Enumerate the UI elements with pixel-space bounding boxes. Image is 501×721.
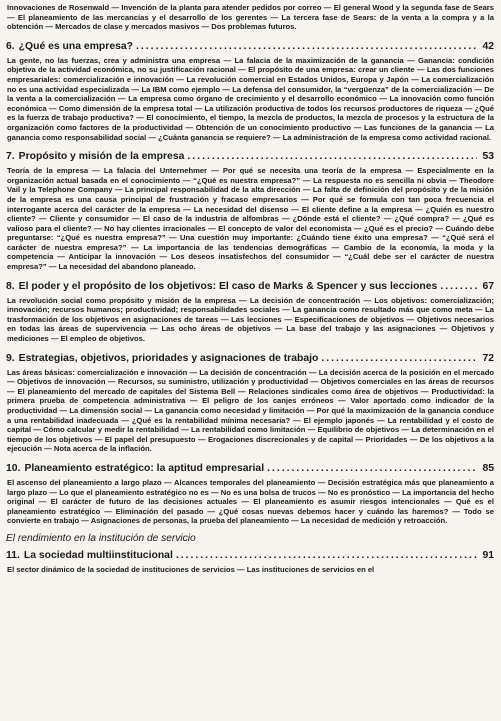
dot-leader bbox=[176, 549, 477, 562]
dot-leader bbox=[440, 280, 477, 293]
chapter-heading bbox=[6, 150, 494, 163]
dot-leader bbox=[136, 40, 477, 53]
chapter-heading bbox=[6, 462, 494, 475]
chapter-10 bbox=[6, 462, 494, 526]
chapter-page-number: 85 bbox=[482, 462, 494, 474]
chapter-page-number: 91 bbox=[482, 549, 494, 561]
chapter-summary: Teoría de la empresa — La falacia del Unternehmer — Por qué se necesita una teoría de la empresa — Especialmente en la organización actual basada en el conocimiento — “¿Qué es nuestra empresa?” — La respuesta no es sencilla ni obvia — Theodore Vail y la Telephone Company — La principal responsabilidad de la alta dirección — La falta de definición del propósito y de la misión de la empresa es una causa principal de frustración y fracaso empresarios — Por qué se formula con tan poca frecuencia el interrogante acerca del carácter de la empresa — La necesidad del disenso — El cliente define a la empresa — ¿Quién es nuestro cliente? — Cliente y consumidor — El caso de la industria de alfombras — ¿Dónde está el cliente? — ¿Qué compra? — ¿Qué es valioso para el cliente? — No hay clientes irracionales — El concepto de valor del economista — ¿Qué es el precio? — Cuándo debe preguntarse: “¿Qué es nuestra empresa?” — Una cuestión muy importante: ¿Cuándo tiene éxito una empresa? — “¿Qué será el carácter de nuestra empresa?” — La importancia de las tendencias demográficas — Cambio de la economía, la moda y la competencia — Anticipar la innovación — Los deseos insatisfechos del consumidor — “¿Cuál debe ser el carácter de nuestra empresa?” — La necesidad del abandono planeado. bbox=[7, 166, 494, 272]
chapter-9 bbox=[6, 352, 494, 454]
chapter-title: Propósito y misión de la empresa bbox=[18, 151, 185, 163]
chapter-summary: El sector dinámico de la sociedad de instituciones de servicios — Las instituciones de servicios en el bbox=[7, 564, 375, 574]
chapter-8 bbox=[6, 280, 494, 344]
chapter-summary: Las áreas básicas: comercialización e innovación — La decisión de concentración — La decisión acerca de la posición en el mercado — Objetivos de innovación — Recursos, su suministro, utilización y productividad — Objetivos comerciales en las áreas de recursos — El planeamiento del mercado de capitales del Sistema Bell — Relaciones sindicales como área de objetivos — Productividad: la primera prueba de competencia administrativa — El peligro de los canjes erróneos — Valor aportado como indicador de la productividad — La dimensión social — La ganancia como necesidad y limitación — Por qué la maximización de la ganancia conduce a una rentabilidad inadecuada — ¿Qué es la rentabilidad mínima necesaria? — El ejemplo japonés — La rentabilidad y el costo de capital — Cómo calcular y medir la rentabilidad — La rentabilidad como limitación — Equilibrio de objetivos — La determinación en el tiempo de los objetivos — El papel del presupuesto — Erogaciones discrecionales y de capital — Prioridades — De los objetivos a la ejecución — Nota acerca de la inflación. bbox=[7, 367, 494, 454]
chapter-number: 9. bbox=[6, 352, 15, 364]
chapter-title: Estrategias, objetivos, prioridades y asignaciones de trabajo bbox=[18, 352, 319, 364]
chapter-7 bbox=[6, 150, 494, 272]
chapter-11 bbox=[6, 549, 494, 575]
chapter-5-summary-continued: Innovaciones de Rosenwald — Invención de la planta para atender pedidos por correo — El general Wood y la segunda fase de Sears — El planeamiento de las mercancías y el desarrollo de los gerentes — La tercera fase de Sears: de la venta a la compra y a la obtención — Mercados de clase y mercados masivos — Dos problemas futuros. bbox=[7, 3, 494, 32]
chapter-title: ¿Qué es una empresa? bbox=[18, 40, 134, 52]
part-title: El rendimiento en la institución de servicio bbox=[6, 532, 196, 544]
chapter-title: Planeamiento estratégico: la aptitud empresarial bbox=[24, 462, 265, 474]
chapter-summary: La gente, no las fuerzas, crea y administra una empresa — La falacia de la maximización de la ganancia — Ganancia: condición objetiva de la actividad económica, no su justificación racional — El propósito de una empresa: crear un cliente — Las dos funciones empresariales: comercialización e innovación — La revolución comercial en Estados Unidos, Europa y Japón — La comercialización no es una actividad especializada — La IBM como ejemplo — La defensa del consumidor, la “vergüenza” de la comercialización — De la venta a la comercialización — La empresa como órgano de crecimiento y el desarrollo económico — La innovación como función económica — Como dimensión de la empresa total — La utilización productiva de todos los recursos productores de riqueza — ¿Qué es la fuerza de trabajo productiva? — El conocimiento, el tiempo, la mezcla de productos, la mezcla de procesos y la estructura de la organización como factores de la productividad — Obtención de un conocimiento productivo — Las funciones de la ganancia — La ganancia como responsabilidad social — ¿Cuánta ganancia se requiere? — La administración de la empresa como actividad racional. bbox=[7, 55, 494, 142]
chapter-heading bbox=[6, 549, 494, 562]
chapter-summary: La revolución social como propósito y misión de la empresa — La decisión de concentración — Los objetivos: comercialización; innovación; recursos humanos; productividad; responsabilidades sociales — La ganancia como resultado más que como meta — La trasformación de los objetivos en asignaciones de tareas — Las lecciones — Especificaciones de objetivos — Objetivos necesarios en todas las áreas de supervivencia — Las ocho áreas de objetivos — La base del trabajo y las asignaciones — Objetivos y mediciones — El empleo de objetivos. bbox=[7, 295, 494, 344]
chapter-page-number: 72 bbox=[482, 352, 494, 364]
chapter-number: 7. bbox=[6, 151, 15, 163]
chapter-number: 8. bbox=[6, 280, 15, 292]
chapter-number: 11. bbox=[6, 549, 20, 561]
chapter-heading bbox=[6, 352, 494, 365]
dot-leader bbox=[321, 352, 477, 365]
chapter-page-number: 67 bbox=[482, 280, 494, 292]
chapter-heading bbox=[6, 40, 494, 53]
chapter-number: 10. bbox=[6, 462, 21, 474]
chapter-heading bbox=[6, 280, 494, 293]
chapter-title: El poder y el propósito de los objetivos: El caso de Marks & Spencer y sus lecciones bbox=[18, 280, 438, 292]
chapter-6 bbox=[6, 40, 494, 142]
chapter-title: La sociedad multiinstitucional bbox=[23, 549, 173, 561]
chapter-page-number: 42 bbox=[482, 40, 494, 52]
chapter-number: 6. bbox=[6, 40, 15, 52]
chapter-summary: El ascenso del planeamiento a largo plazo — Alcances temporales del planeamiento — Decisión estratégica más que planeamiento a largo plazo — Lo que el planeamiento estratégico no es — No es una bolsa de trucos — No es pronóstico — La importancia del hecho original — El carácter de futuro de las decisiones actuales — El planeamiento es asumir riesgos intencionales — Qué es el planeamiento estratégico — Eliminación del pasado — ¿Qué cosas nuevas debemos hacer y cuándo las haremos? — Todo se convierte en trabajo — Asignaciones de personas, la prueba del planeamiento — La necesidad de medición y retroacción. bbox=[7, 477, 494, 526]
dot-leader bbox=[187, 150, 477, 163]
dot-leader bbox=[267, 462, 477, 475]
chapter-page-number: 53 bbox=[482, 151, 494, 163]
